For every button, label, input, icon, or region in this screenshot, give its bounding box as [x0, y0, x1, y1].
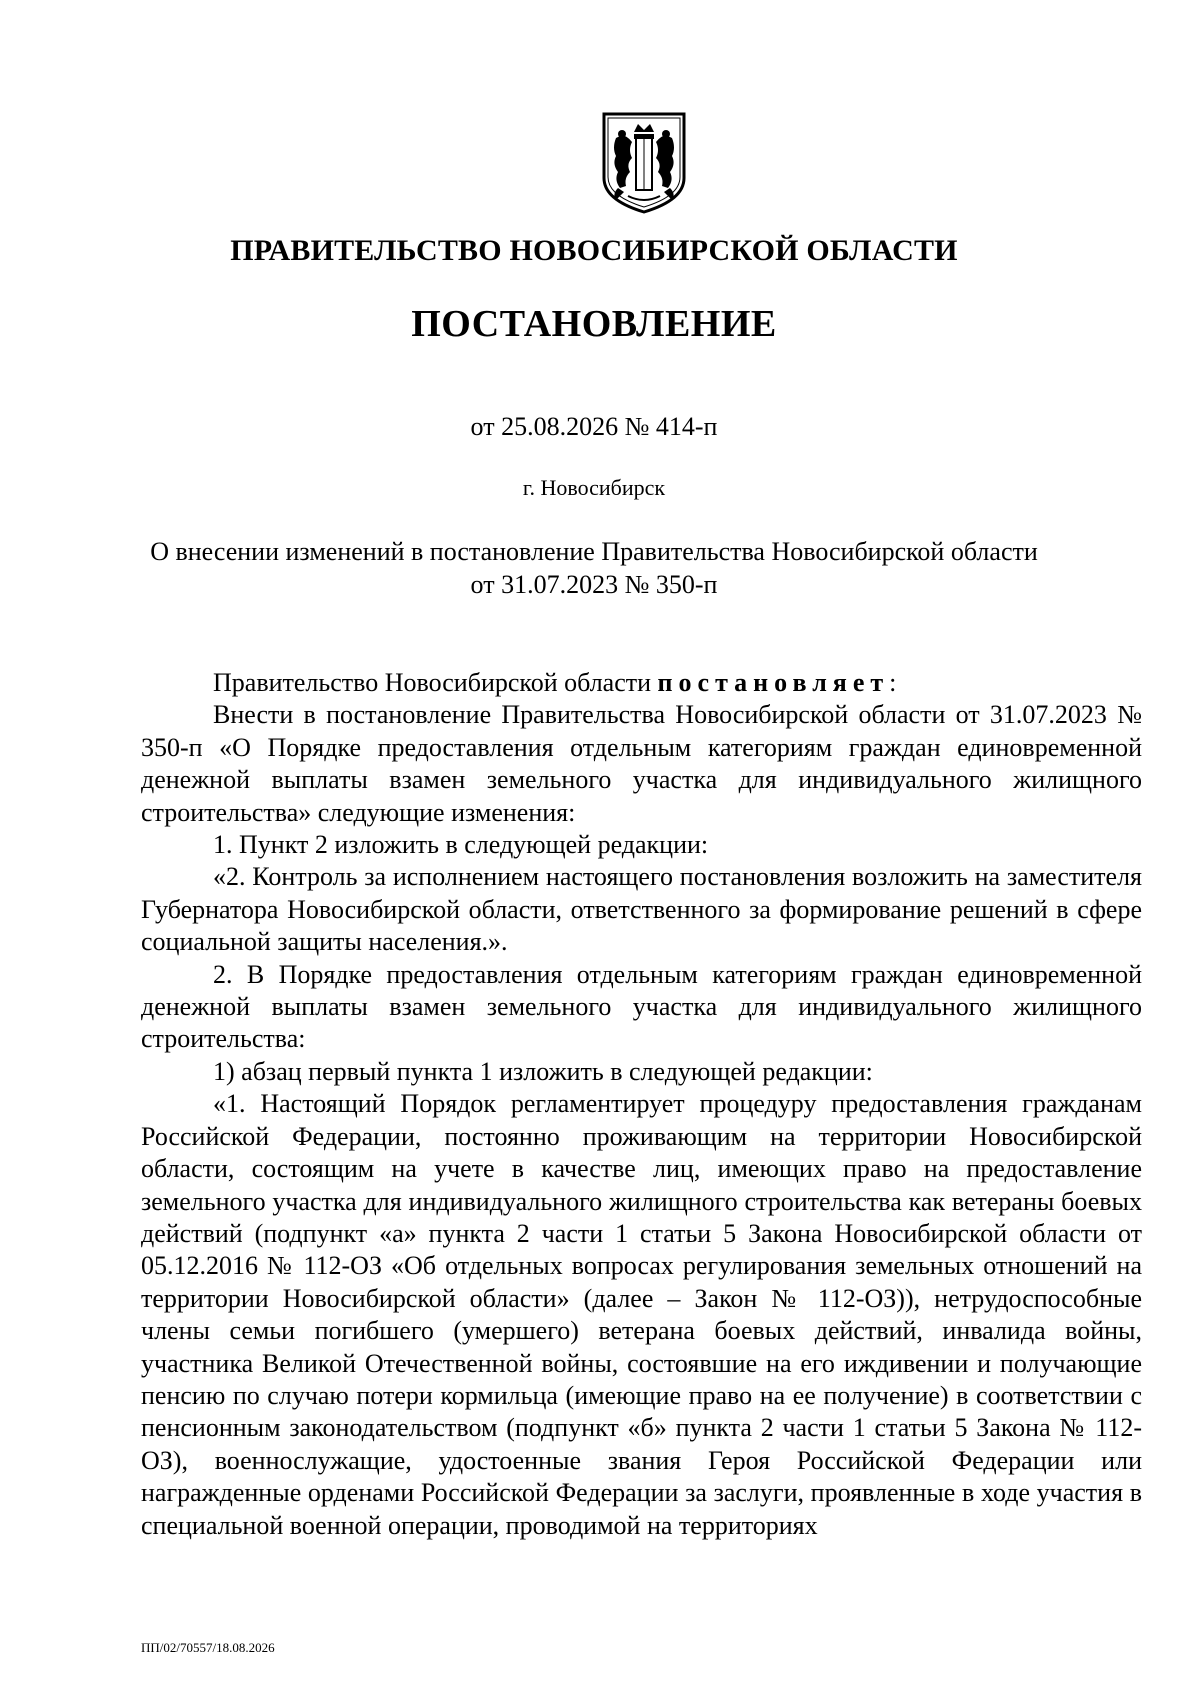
- intro-decree-word: постановляет: [657, 668, 890, 697]
- intro-suffix: :: [889, 668, 897, 697]
- coat-of-arms-icon: [598, 108, 690, 216]
- intro-prefix: Правительство Новосибирской области: [213, 668, 658, 697]
- document-body: [141, 667, 1142, 1542]
- document-city: г. Новосибирск: [522, 475, 666, 500]
- subject-line: от 31.07.2023 № 350-п: [470, 570, 718, 599]
- document-footer-code: ПП/02/70557/18.08.2026: [141, 1640, 275, 1655]
- body-paragraph: «1. Настоящий Порядок регламентирует процедуру предоставления гражданам Российской Федерации, постоянно проживающим на территории Новосибирской области, состоящим на учете в качестве лиц, имеющих право на предоставление земельного участка для индивидуального жилищного строительства как ветераны боевых действий (подпункт «а» пункта 2 части 1 статьи 5 Закона Новосибирской области от 05.12.2016 № 112-ОЗ «Об отдельных вопросах регулирования земельных отношений на территории Новосибирской области» (далее – Закон № 112-ОЗ)), нетрудоспособные члены семьи погибшего (умершего) ветерана боевых действий, инвалида войны, участника Великой Отечественной войны, состоявшие на его иждивении и получающие пенсию по случаю потери кормильца (имеющие право на ее получение) в соответствии с пенсионным законодательством (подпункт «б» пункта 2 части 1 статьи 5 Закона № 112-ОЗ), военнослужащие, удостоенные звания Героя Российской Федерации или награжденные орденами Российской Федерации за заслуги, проявленные в ходе участия в специальной военной операции, проводимой на территориях: [141, 1089, 1142, 1540]
- intro-paragraph: [141, 667, 1142, 699]
- body-paragraph: «2. Контроль за исполнением настоящего постановления возложить на заместителя Губернатора Новосибирской области, ответственного за формирование решений в сфере социальной защиты населения.».: [141, 862, 1142, 957]
- document-subject: [130, 535, 1058, 601]
- organization-title: ПРАВИТЕЛЬСТВО НОВОСИБИРСКОЙ ОБЛАСТИ: [230, 234, 958, 267]
- body-paragraph: 2. В Порядке предоставления отдельным категориям граждан единовременной денежной выплаты взамен земельного участка для индивидуального жилищного строительства:: [141, 959, 1142, 1054]
- document-type-title: ПОСТАНОВЛЕНИЕ: [411, 303, 777, 345]
- body-paragraph: 1) абзац первый пункта 1 изложить в следующей редакции:: [213, 1056, 873, 1086]
- subject-line: О внесении изменений в постановление Правительства Новосибирской области: [150, 537, 1038, 566]
- body-paragraph: 1. Пункт 2 изложить в следующей редакции:: [213, 830, 709, 860]
- document-date-number: от 25.08.2026 № 414-п: [470, 412, 718, 441]
- body-paragraph: Внести в постановление Правительства Новосибирской области от 31.07.2023 № 350-п «О Порядке предоставления отдельным категориям граждан единовременной денежной выплаты взамен земельного участка для индивидуального жилищного строительства» следующие изменения:: [141, 700, 1142, 827]
